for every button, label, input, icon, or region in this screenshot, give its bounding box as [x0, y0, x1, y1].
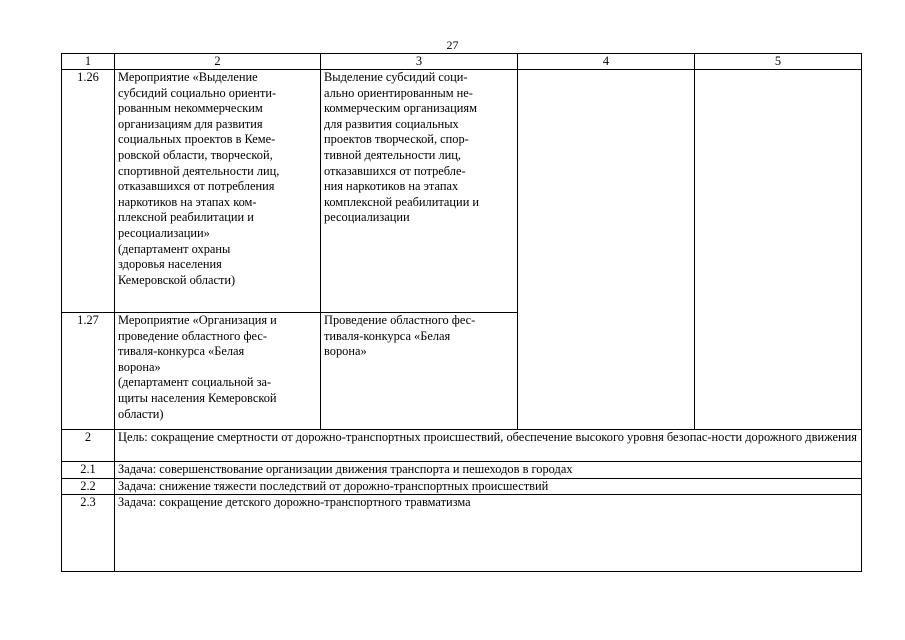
task-text: Задача: совершенствование организации движения транспорта и пешеходов в городах [115, 462, 862, 479]
measure-description: Мероприятие «Выделение субсидий социально ориенти- рованным некоммерческим организациям для развития социальных проектов в Кеме- ровской области, творческой, спортивной деятельности лиц, отказавшихся от потребления наркотиков на этапах ком- плексной реабилитации и ресоциализации» (департамент охраны здоровья населения Кемеровской области) [115, 70, 321, 313]
task-text: Задача: сокращение детского дорожно-транспортного травматизма [115, 495, 862, 572]
table-row [62, 70, 862, 313]
goal-text: Цель: сокращение смертности от дорожно-транспортных происшествий, обеспечение высокого уровня безопас-ности дорожного движения [115, 430, 862, 462]
measure-content: Проведение областного фес- тиваля-конкурса «Белая ворона» [321, 313, 518, 430]
row-number: 1.26 [62, 70, 115, 313]
row-number: 1.27 [62, 313, 115, 430]
header-col-1: 1 [62, 54, 115, 70]
header-col-4: 4 [518, 54, 695, 70]
measure-content: Выделение субсидий соци- ально ориентированным не- коммерческим организациям для развития социальных проектов творческой, спор- тивной деятельности лиц, отказавшихся от потребле- ния наркотиков на этапах комплексной реабилитации и ресоциализации [321, 70, 518, 313]
empty-cell [695, 70, 862, 430]
table-row [62, 495, 862, 572]
row-number: 2.1 [62, 462, 115, 479]
program-table [61, 53, 862, 572]
table-row [62, 462, 862, 479]
header-col-5: 5 [695, 54, 862, 70]
empty-cell [518, 70, 695, 430]
table-row [62, 430, 862, 462]
row-number: 2.3 [62, 495, 115, 572]
task-text: Задача: снижение тяжести последствий от дорожно-транспортных происшествий [115, 478, 862, 495]
measure-description: Мероприятие «Организация и проведение областного фес- тиваля-конкурса «Белая ворона» (департамент социальной за- щиты населения Кемеровской области) [115, 313, 321, 430]
row-number: 2.2 [62, 478, 115, 495]
table-row [62, 478, 862, 495]
page-number: 27 [446, 38, 459, 52]
header-col-2: 2 [115, 54, 321, 70]
row-number: 2 [62, 430, 115, 462]
header-row [62, 54, 862, 70]
header-col-3: 3 [321, 54, 518, 70]
